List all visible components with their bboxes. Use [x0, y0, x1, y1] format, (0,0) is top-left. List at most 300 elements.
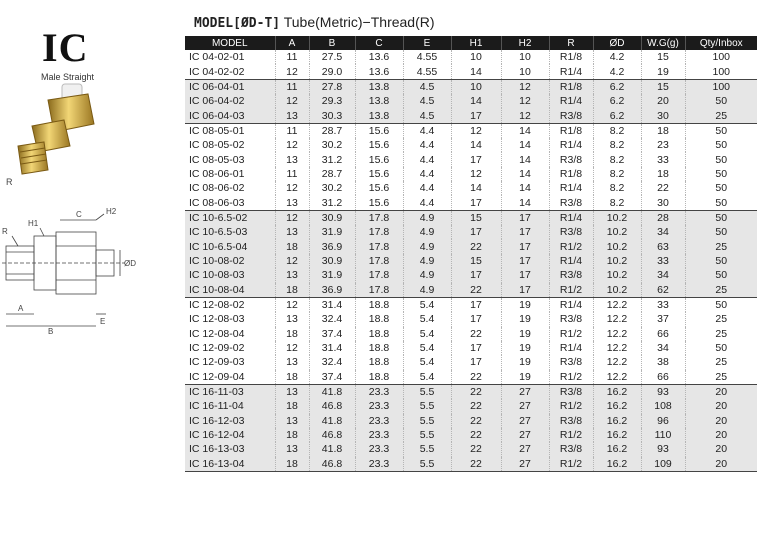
value-cell: 13 [275, 414, 309, 428]
value-cell: 18 [641, 123, 685, 138]
value-cell: 16.2 [593, 384, 641, 399]
model-cell: IC 12-08-02 [185, 297, 275, 312]
value-cell: 4.4 [403, 181, 451, 195]
value-cell: 5.5 [403, 399, 451, 413]
value-cell: 12 [275, 181, 309, 195]
value-cell: 5.4 [403, 327, 451, 341]
value-cell: 18 [275, 327, 309, 341]
value-cell: 50 [685, 268, 757, 282]
value-cell: 17 [451, 225, 501, 239]
header-r: R [549, 36, 593, 50]
table-row [185, 123, 757, 138]
value-cell: 19 [501, 341, 549, 355]
value-cell: 15.6 [355, 123, 403, 138]
value-cell: 37.4 [309, 327, 355, 341]
value-cell: 14 [501, 195, 549, 210]
product-subtitle: Male Straight [41, 72, 95, 82]
value-cell: 15 [641, 50, 685, 64]
value-cell: 50 [685, 297, 757, 312]
value-cell: 12 [501, 79, 549, 94]
value-cell: 17 [451, 152, 501, 166]
table-row [185, 268, 757, 282]
value-cell: 4.4 [403, 167, 451, 181]
value-cell: 31.9 [309, 225, 355, 239]
value-cell: 27 [501, 457, 549, 472]
value-cell: 27.5 [309, 50, 355, 64]
value-cell: 63 [641, 239, 685, 253]
table-row [185, 64, 757, 79]
value-cell: 12 [275, 254, 309, 268]
value-cell: 4.9 [403, 283, 451, 298]
model-cell: IC 08-05-01 [185, 123, 275, 138]
value-cell: 10.2 [593, 283, 641, 298]
value-cell: 22 [451, 399, 501, 413]
model-cell: IC 06-04-03 [185, 108, 275, 123]
value-cell: 13 [275, 355, 309, 369]
value-cell: 12 [275, 297, 309, 312]
value-cell: 6.2 [593, 79, 641, 94]
value-cell: R1/4 [549, 210, 593, 225]
value-cell: 30.3 [309, 108, 355, 123]
value-cell: 93 [641, 442, 685, 456]
value-cell: 17 [451, 268, 501, 282]
value-cell: 23.3 [355, 457, 403, 472]
value-cell: 18.8 [355, 370, 403, 385]
value-cell: 27 [501, 414, 549, 428]
value-cell: R1/2 [549, 370, 593, 385]
value-cell: 30 [641, 108, 685, 123]
value-cell: 25 [715, 313, 728, 326]
value-cell: 109 [641, 457, 685, 472]
value-cell: 14 [451, 181, 501, 195]
value-cell: 4.2 [593, 64, 641, 79]
model-cell: IC 08-06-03 [185, 195, 275, 210]
model-cell: IC 16-12-04 [185, 428, 275, 442]
value-cell: 108 [641, 399, 685, 413]
value-cell: 17.8 [355, 254, 403, 268]
value-cell: 8.2 [593, 195, 641, 210]
value-cell: 50 [715, 196, 728, 209]
dim-b-label: B [48, 327, 54, 336]
value-cell: 27 [501, 384, 549, 399]
model-cell: IC 16-13-04 [185, 457, 275, 472]
value-cell: 15.6 [355, 167, 403, 181]
value-cell: 10.2 [593, 210, 641, 225]
value-cell: 30.2 [309, 181, 355, 195]
value-cell: 50 [685, 225, 757, 239]
model-cell: IC 04-02-01 [185, 50, 275, 64]
value-cell: 17.8 [355, 225, 403, 239]
spec-table [185, 36, 757, 472]
value-cell: 17 [451, 355, 501, 369]
value-cell: 5.4 [403, 341, 451, 355]
value-cell: R3/8 [549, 312, 593, 326]
value-cell: 50 [715, 167, 728, 180]
value-cell: 100 [685, 79, 757, 94]
value-cell: R1/4 [549, 181, 593, 195]
value-cell: 17 [451, 312, 501, 326]
value-cell: 15.6 [355, 138, 403, 152]
value-cell: 13.6 [355, 64, 403, 79]
table-row [185, 167, 757, 181]
header-weight: W.G(g) [641, 36, 685, 50]
model-cell: IC 08-06-02 [185, 181, 275, 195]
table-row [185, 399, 757, 413]
table-row [185, 79, 757, 94]
value-cell: 19 [501, 370, 549, 385]
dim-c-label: C [76, 210, 82, 219]
table-row [185, 297, 757, 312]
value-cell: 12.2 [593, 312, 641, 326]
value-cell: 12 [501, 94, 549, 108]
value-cell: R3/8 [549, 384, 593, 399]
value-cell: 17 [451, 195, 501, 210]
value-cell: 8.2 [593, 123, 641, 138]
table-row [185, 442, 757, 456]
value-cell: R1/2 [549, 428, 593, 442]
value-cell: R3/8 [549, 225, 593, 239]
value-cell: 18 [641, 167, 685, 181]
value-cell: 110 [641, 428, 685, 442]
header-c: C [355, 36, 403, 50]
value-cell: 31.4 [309, 341, 355, 355]
value-cell: 4.55 [403, 64, 451, 79]
value-cell: 18.8 [355, 327, 403, 341]
value-cell: 25 [715, 327, 728, 340]
value-cell: 22 [451, 239, 501, 253]
value-cell: 16.2 [593, 399, 641, 413]
value-cell: 37.4 [309, 370, 355, 385]
value-cell: 16.2 [593, 428, 641, 442]
value-cell: 31.2 [309, 195, 355, 210]
value-cell: 14 [501, 152, 549, 166]
value-cell: 36.9 [309, 239, 355, 253]
value-cell: 30.2 [309, 138, 355, 152]
value-cell: 17 [501, 239, 549, 253]
header-b: B [309, 36, 355, 50]
model-cell: IC 12-08-04 [185, 327, 275, 341]
header-e: E [403, 36, 451, 50]
value-cell: R1/8 [549, 50, 593, 64]
value-cell: 5.5 [403, 414, 451, 428]
table-row [185, 50, 757, 64]
value-cell: 11 [275, 123, 309, 138]
value-cell: R1/2 [549, 327, 593, 341]
value-cell: R3/8 [549, 108, 593, 123]
value-cell: 12 [275, 64, 309, 79]
table-row [185, 370, 757, 385]
table-row [185, 428, 757, 442]
value-cell: 100 [712, 65, 731, 78]
value-cell: 66 [641, 370, 685, 385]
value-cell: 100 [712, 51, 731, 64]
model-cell: IC 08-05-03 [185, 152, 275, 166]
dim-e-label: E [100, 317, 106, 326]
value-cell: R3/8 [549, 195, 593, 210]
value-cell: 15.6 [355, 152, 403, 166]
value-cell: 5.4 [403, 355, 451, 369]
value-cell: 4.2 [593, 50, 641, 64]
value-cell: R1/2 [549, 457, 593, 472]
value-cell: 18.8 [355, 341, 403, 355]
header-a: A [275, 36, 309, 50]
value-cell: 41.8 [309, 414, 355, 428]
value-cell: 30 [641, 195, 685, 210]
value-cell: 14 [501, 138, 549, 152]
value-cell: 14 [501, 123, 549, 138]
header-model: MODEL [185, 36, 275, 50]
model-cell: IC 16-13-03 [185, 442, 275, 456]
value-cell: 12 [451, 123, 501, 138]
value-cell: 20 [685, 442, 757, 456]
value-cell: 15 [451, 210, 501, 225]
value-cell: 28.7 [309, 123, 355, 138]
value-cell: 10 [501, 50, 549, 64]
value-cell: 50 [715, 342, 728, 355]
table-row [185, 210, 757, 225]
value-cell: 13 [275, 152, 309, 166]
value-cell: 13 [275, 195, 309, 210]
value-cell: 25 [685, 239, 757, 253]
dimension-drawing [0, 206, 185, 336]
value-cell: 33 [641, 297, 685, 312]
value-cell: 5.4 [403, 297, 451, 312]
table-header-row [185, 36, 757, 50]
value-cell: 13.6 [355, 50, 403, 64]
value-cell: 50 [685, 254, 757, 268]
value-cell: 13 [275, 108, 309, 123]
dim-a-label: A [18, 304, 24, 313]
value-cell: 25 [685, 108, 757, 123]
value-cell: 10.2 [593, 225, 641, 239]
value-cell: 33 [641, 254, 685, 268]
value-cell: 34 [641, 268, 685, 282]
value-cell: 4.55 [403, 50, 451, 64]
value-cell: 16.2 [593, 442, 641, 456]
value-cell: 22 [451, 327, 501, 341]
value-cell: 50 [715, 182, 728, 195]
model-cell: IC 10-6.5-03 [185, 225, 275, 239]
product-panel [0, 0, 185, 534]
model-cell: IC 12-09-04 [185, 370, 275, 385]
value-cell: 17 [501, 283, 549, 298]
value-cell: 12 [275, 138, 309, 152]
value-cell: 12 [501, 108, 549, 123]
value-cell: R1/4 [549, 254, 593, 268]
value-cell: 4.4 [403, 123, 451, 138]
value-cell: 22 [451, 428, 501, 442]
value-cell: 33 [641, 152, 685, 166]
value-cell: 25 [685, 283, 757, 298]
value-cell: 20 [685, 384, 757, 399]
value-cell: 19 [501, 355, 549, 369]
value-cell: 17 [451, 108, 501, 123]
header-h2: H2 [501, 36, 549, 50]
value-cell: 18.8 [355, 297, 403, 312]
model-cell: IC 10-08-03 [185, 268, 275, 282]
value-cell: R1/2 [549, 283, 593, 298]
value-cell: 12 [275, 94, 309, 108]
value-cell: 13 [275, 312, 309, 326]
value-cell: R1/8 [549, 167, 593, 181]
value-cell: 18 [275, 399, 309, 413]
value-cell: 8.2 [593, 138, 641, 152]
value-cell: 27 [501, 442, 549, 456]
value-cell: 36.9 [309, 283, 355, 298]
value-cell: 18.8 [355, 312, 403, 326]
value-cell: 37 [641, 312, 685, 326]
value-cell: 13.8 [355, 108, 403, 123]
value-cell: 23.3 [355, 428, 403, 442]
value-cell: 13 [275, 268, 309, 282]
value-cell: 12 [451, 167, 501, 181]
value-cell: 14 [451, 64, 501, 79]
value-cell: 10 [451, 50, 501, 64]
model-cell: IC 06-04-02 [185, 94, 275, 108]
value-cell: 12 [275, 210, 309, 225]
value-cell: R1/8 [549, 79, 593, 94]
value-cell: 25 [715, 370, 728, 383]
table-title [194, 14, 435, 31]
value-cell: 15.6 [355, 181, 403, 195]
model-cell: IC 10-08-04 [185, 283, 275, 298]
value-cell: 50 [685, 94, 757, 108]
value-cell: 27.8 [309, 79, 355, 94]
value-cell: 29.3 [309, 94, 355, 108]
value-cell: 17 [501, 210, 549, 225]
header-od: ØD [593, 36, 641, 50]
value-cell: 31.9 [309, 268, 355, 282]
value-cell: 6.2 [593, 108, 641, 123]
value-cell: R3/8 [549, 268, 593, 282]
value-cell: 22 [451, 442, 501, 456]
value-cell: 5.4 [403, 370, 451, 385]
value-cell: 12.2 [593, 370, 641, 385]
value-cell: 12.2 [593, 327, 641, 341]
fitting-photo [10, 80, 110, 180]
value-cell: 28.7 [309, 167, 355, 181]
value-cell: R1/4 [549, 297, 593, 312]
value-cell: 4.5 [403, 94, 451, 108]
value-cell: 13 [275, 442, 309, 456]
photo-r-label: R [6, 177, 13, 187]
value-cell: 38 [641, 355, 685, 369]
model-cell: IC 16-12-03 [185, 414, 275, 428]
table-row [185, 152, 757, 166]
table-row [185, 327, 757, 341]
value-cell: 25 [715, 356, 728, 369]
value-cell: 20 [685, 428, 757, 442]
value-cell: 17.8 [355, 268, 403, 282]
value-cell: 19 [501, 297, 549, 312]
value-cell: 23.3 [355, 399, 403, 413]
value-cell: 16.2 [593, 457, 641, 472]
value-cell: 20 [641, 94, 685, 108]
value-cell: 12.2 [593, 355, 641, 369]
value-cell: R1/4 [549, 64, 593, 79]
value-cell: 15 [641, 79, 685, 94]
value-cell: R1/4 [549, 94, 593, 108]
model-cell: IC 04-02-02 [185, 64, 275, 79]
value-cell: 18 [275, 283, 309, 298]
value-cell: 46.8 [309, 428, 355, 442]
value-cell: R3/8 [549, 152, 593, 166]
table-body [185, 50, 757, 471]
value-cell: 96 [641, 414, 685, 428]
value-cell: 22 [451, 414, 501, 428]
value-cell: 19 [501, 312, 549, 326]
value-cell: 8.2 [593, 167, 641, 181]
value-cell: 4.4 [403, 152, 451, 166]
value-cell: 4.4 [403, 195, 451, 210]
header-qty: Qty/Inbox [685, 36, 757, 50]
value-cell: 22 [451, 457, 501, 472]
value-cell: 62 [641, 283, 685, 298]
model-cell: IC 12-08-03 [185, 312, 275, 326]
value-cell: 10.2 [593, 239, 641, 253]
value-cell: 12 [275, 341, 309, 355]
value-cell: 14 [451, 94, 501, 108]
value-cell: 28 [641, 210, 685, 225]
value-cell: R3/8 [549, 355, 593, 369]
value-cell: R1/2 [549, 399, 593, 413]
table-row [185, 108, 757, 123]
value-cell: 34 [641, 341, 685, 355]
value-cell: R3/8 [549, 442, 593, 456]
value-cell: 15 [451, 254, 501, 268]
value-cell: 17 [501, 254, 549, 268]
value-cell: 46.8 [309, 457, 355, 472]
value-cell: 20 [685, 399, 757, 413]
value-cell: 32.4 [309, 355, 355, 369]
value-cell: 20 [685, 457, 757, 472]
value-cell: 8.2 [593, 152, 641, 166]
value-cell: 50 [715, 139, 728, 152]
model-cell: IC 10-08-02 [185, 254, 275, 268]
model-description: Tube(Metric)−Thread(R) [283, 14, 435, 30]
value-cell: R1/4 [549, 138, 593, 152]
table-row [185, 457, 757, 472]
value-cell: 11 [275, 50, 309, 64]
value-cell: 17 [501, 268, 549, 282]
model-cell: IC 10-6.5-04 [185, 239, 275, 253]
value-cell: 5.5 [403, 428, 451, 442]
value-cell: 4.5 [403, 108, 451, 123]
value-cell: 4.9 [403, 268, 451, 282]
value-cell: 22 [641, 181, 685, 195]
value-cell: 13 [275, 225, 309, 239]
value-cell: 14 [501, 167, 549, 181]
value-cell: 31.2 [309, 152, 355, 166]
value-cell: 14 [501, 181, 549, 195]
table-row [185, 283, 757, 298]
value-cell: 31.4 [309, 297, 355, 312]
value-cell: 4.9 [403, 210, 451, 225]
value-cell: 50 [685, 210, 757, 225]
value-cell: 5.5 [403, 442, 451, 456]
model-cell: IC 08-06-01 [185, 167, 275, 181]
dim-h1-label: H1 [28, 219, 39, 228]
value-cell: 23.3 [355, 442, 403, 456]
value-cell: 41.8 [309, 384, 355, 399]
table-row [185, 94, 757, 108]
table-row [185, 225, 757, 239]
value-cell: 18.8 [355, 355, 403, 369]
value-cell: 19 [641, 64, 685, 79]
value-cell: 8.2 [593, 181, 641, 195]
value-cell: 18 [275, 457, 309, 472]
value-cell: 30.9 [309, 210, 355, 225]
